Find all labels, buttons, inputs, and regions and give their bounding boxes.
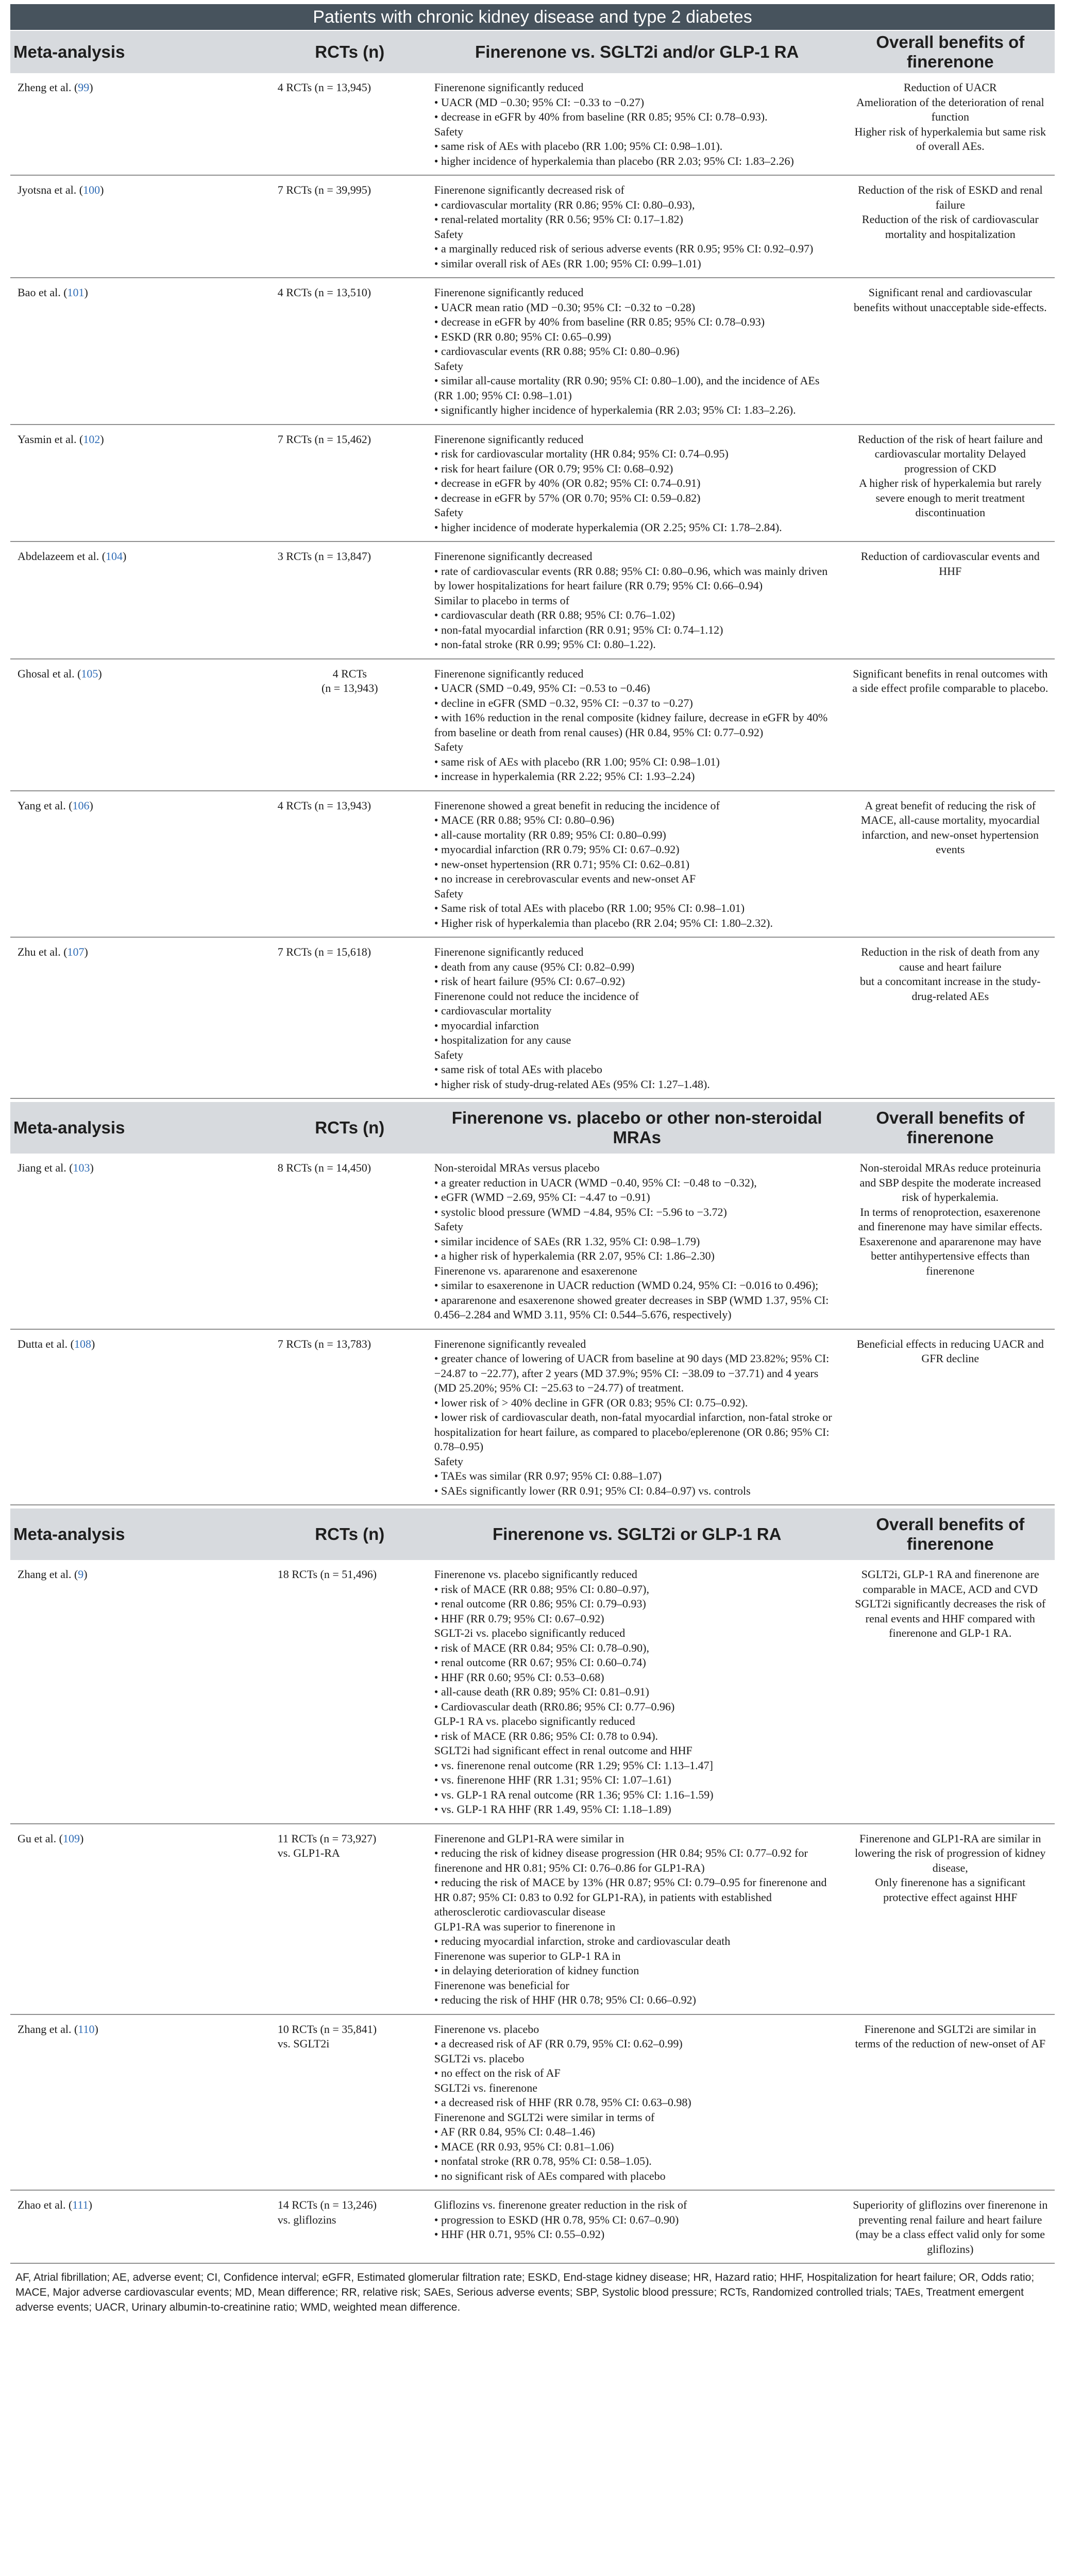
result-line: • lower risk of > 40% decline in GFR (OR 0.83; 95% CI: 0.75–0.92). [434,1396,748,1409]
benefit-line: Amelioration of the deterioration of renal function [856,95,1044,123]
result-line: • eGFR (WMD −2.69, 95% CI: −4.47 to −0.91) [434,1191,650,1204]
reference-link[interactable]: 100 [83,183,100,196]
benefits-cell [846,1330,1055,1505]
rct-count: vs. gliflozins [277,2213,336,2226]
result-line: • no significant risk of AEs compared with placebo [434,2169,666,2182]
rct-count: 4 RCTs (n = 13,945) [277,81,371,94]
benefit-line: Higher risk of hyperkalemia but same risk of overall AEs. [854,125,1046,152]
rct-cell [272,2015,428,2190]
results-cell [428,1154,846,1329]
result-line: Finerenone vs. placebo significantly reduced [434,1568,637,1581]
rct-count: 7 RCTs (n = 39,995) [277,183,371,196]
result-line: • reducing the risk of MACE by 13% (HR 0.87; 95% CI: 0.79–0.95 for finerenone and HR 0.87; 95% CI: 0.83 to 0.92 for GLP1-RA), in patients with established atherosclerotic cardiovascular disease [434,1876,827,1918]
column-header: Finerenone vs. SGLT2i and/or GLP-1 RA [475,42,799,61]
study-name: Zheng et al. ( [18,81,78,94]
result-line: • HHF (RR 0.60; 95% CI: 0.53–0.68) [434,1670,604,1684]
table-body [10,30,1055,2264]
rct-count: 14 RCTs (n = 13,246) [277,2198,377,2211]
benefit-line: Beneficial effects in reducing UACR and GFR decline [856,1337,1044,1365]
study-cell [10,1824,272,2014]
result-line: • decrease in eGFR by 40% from baseline (RR 0.85; 95% CI: 0.78–0.93). [434,110,768,123]
study-cell [10,1560,272,1823]
benefit-line: In terms of renoprotection, esaxerenone and finerenone may have similar effects. [858,1205,1043,1233]
study-name: Gu et al. ( [18,1832,63,1845]
reference-link[interactable]: 102 [83,432,100,446]
study-name: Zhu et al. ( [18,945,67,958]
rct-count: (n = 13,943) [321,682,378,694]
result-line: • a marginally reduced risk of serious adverse events (RR 0.95; 95% CI: 0.92–0.97) [434,242,814,255]
benefits-cell [846,1560,1055,1823]
study-name-close: ) [83,1568,88,1581]
study-name: Yasmin et al. ( [18,432,83,446]
reference-link[interactable]: 103 [73,1161,90,1174]
reference-link[interactable]: 108 [74,1337,91,1350]
study-name-close: ) [123,550,127,563]
result-line: Non-steroidal MRAs versus placebo [434,1161,600,1174]
reference-link[interactable]: 101 [67,286,84,299]
table-row [10,2015,1055,2191]
result-line: • vs. finerenone renal outcome (RR 1.29; 95% CI: 1.13–1.47] [434,1758,713,1772]
result-line: • rate of cardiovascular events (RR 0.88; 95% CI: 0.80–0.96, which was mainly driven by lower hospitalizations for heart failure (RR 0.79; 95% CI: 0.66–0.94) [434,564,828,592]
result-line: • vs. finerenone HHF (RR 1.31; 95% CI: 1.07–1.61) [434,1773,671,1786]
rct-count: 10 RCTs (n = 35,841) [277,2022,377,2036]
reference-link[interactable]: 109 [62,1832,80,1845]
study-name-close: ) [79,1832,84,1845]
study-cell [10,2191,272,2263]
result-line: Safety [434,227,463,241]
study-name-close: ) [94,2022,98,2036]
result-line: • similar to esaxerenone in UACR reduction (WMD 0.24, 95% CI: −0.016 to 0.496); [434,1279,819,1292]
benefit-line: A higher risk of hyperkalemia but rarely severe enough to merit treatment discontinuation [859,477,1042,519]
result-line: • all-cause death (RR 0.89; 95% CI: 0.81–0.91) [434,1685,649,1698]
table-row [10,1560,1055,1824]
section-header [10,1101,1055,1154]
rct-count: 4 RCTs [332,667,367,680]
result-line: • AF (RR 0.84, 95% CI: 0.48–1.46) [434,2125,595,2138]
study-name-close: ) [91,1337,95,1350]
study-name: Zhang et al. ( [18,2022,78,2036]
study-name-close: ) [84,286,88,299]
result-line: • a higher risk of hyperkalemia (RR 2.07, 95% CI: 1.86–2.30) [434,1249,715,1262]
study-name: Dutta et al. ( [18,1337,74,1350]
result-line: Safety [434,1048,463,1061]
rct-count: 4 RCTs (n = 13,510) [277,286,371,299]
results-cell [428,73,846,175]
result-line: • with 16% reduction in the renal composite (kidney failure, decrease in eGFR by 40% from baseline or death from renal causes) (HR 0.84, 95% CI: 0.77–0.92) [434,711,828,739]
result-line: • a decreased risk of HHF (RR 0.78, 95% CI: 0.63–0.98) [434,2096,691,2109]
results-cell [428,1330,846,1505]
column-header: Meta-analysis [13,1118,125,1137]
result-line: • new-onset hypertension (RR 0.71; 95% CI: 0.62–0.81) [434,857,690,871]
result-line: • risk for heart failure (OR 0.79; 95% CI: 0.68–0.92) [434,462,673,475]
rct-cell [272,176,428,277]
column-header: Meta-analysis [13,1524,125,1544]
result-line: • in delaying deterioration of kidney function [434,1964,639,1977]
result-line: Safety [434,359,463,372]
benefit-line: Significant benefits in renal outcomes with a side effect profile comparable to placebo. [852,667,1049,694]
result-line: Finerenone could not reduce the incidence of [434,989,639,1003]
reference-link[interactable]: 111 [72,2198,89,2211]
study-name: Abdelazeem et al. ( [18,550,106,563]
table-row [10,659,1055,791]
result-line: • renal-related mortality (RR 0.56; 95% CI: 0.17–1.82) [434,213,683,226]
result-line: • same risk of AEs with placebo (RR 1.00; 95% CI: 0.98–1.01) [434,755,720,768]
results-cell [428,659,846,790]
benefits-cell [846,542,1055,658]
benefits-cell [846,659,1055,790]
result-line: • UACR (MD −0.30; 95% CI: −0.33 to −0.27) [434,95,645,109]
results-cell [428,1560,846,1823]
result-line: • similar overall risk of AEs (RR 1.00; 95% CI: 0.99–1.01) [434,257,701,270]
result-line: • higher incidence of hyperkalemia than placebo (RR 2.03; 95% CI: 1.83–2.26) [434,154,794,167]
benefits-cell [846,425,1055,541]
section-header [10,1507,1055,1560]
table-row [10,542,1055,659]
result-line: Finerenone vs. apararenone and esaxerenone [434,1264,637,1277]
result-line: Finerenone significantly decreased [434,550,593,563]
result-line: • UACR (SMD −0.49, 95% CI: −0.53 to −0.46) [434,682,650,694]
column-header: Finerenone vs. placebo or other non-steroidal MRAs [451,1108,822,1147]
result-line: • decrease in eGFR by 57% (OR 0.70; 95% CI: 0.59–0.82) [434,491,701,504]
result-line: • cardiovascular mortality [434,1004,552,1017]
study-name: Jiang et al. ( [18,1161,73,1174]
table-row [10,938,1055,1099]
result-line: • reducing the risk of HHF (HR 0.78; 95% CI: 0.66–0.92) [434,1993,696,2006]
result-line: Finerenone significantly reduced [434,667,584,680]
study-name-close: ) [89,799,93,812]
benefit-line: Finerenone and GLP1-RA are similar in lowering the risk of progression of kidney disease, [855,1832,1046,1874]
rct-count: 4 RCTs (n = 13,943) [277,799,371,812]
study-name: Ghosal et al. ( [18,667,81,680]
result-line: Safety [434,1220,463,1233]
table-title: Patients with chronic kidney disease and type 2 diabetes [10,4,1055,30]
column-header: RCTs (n) [315,42,385,61]
table-row [10,1330,1055,1506]
table-footnote: AF, Atrial fibrillation; AE, adverse event; CI, Confidence interval; eGFR, Estimated glomerular filtration rate; ESKD, End-stage kidney disease; HR, Hazard ratio; HHF, Hospitalization for heart failure; OR, Odds ratio; MACE, Major adverse cardiovascular events; MD, Mean difference; RR, relative risk; SAEs, Serious adverse events; SBP, Systolic blood pressure; RCTs, Randomized controlled trials; TAEs, Treatment emergent adverse events; UACR, Urinary albumin-to-creatinine ratio; WMD, weighted mean difference. [15,2272,1035,2313]
study-name-close: ) [90,1161,94,1174]
result-line: • higher risk of study-drug-related AEs (95% CI: 1.27–1.48). [434,1077,710,1091]
result-line: • renal outcome (RR 0.86; 95% CI: 0.79–0.93) [434,1597,646,1610]
rct-count: vs. GLP1-RA [277,1846,340,1859]
benefits-cell [846,278,1055,424]
table-row [10,73,1055,176]
study-cell [10,1330,272,1505]
table-row [10,1154,1055,1330]
result-line: • increase in hyperkalemia (RR 2.22; 95% CI: 1.93–2.24) [434,770,695,783]
result-line: SGLT2i had significant effect in renal outcome and HHF [434,1744,692,1757]
study-name-close: ) [84,945,88,958]
result-line: • myocardial infarction (RR 0.79; 95% CI: 0.67–0.92) [434,843,680,856]
study-name-close: ) [100,432,104,446]
benefits-cell [846,2015,1055,2190]
result-line: Finerenone showed a great benefit in reducing the incidence of [434,799,720,812]
benefit-line: Significant renal and cardiovascular benefits without unacceptable side-effects. [853,286,1047,314]
result-line: SGLT-2i vs. placebo significantly reduced [434,1626,626,1639]
study-cell [10,659,272,790]
benefit-line: Reduction of the risk of cardiovascular mortality and hospitalization [861,213,1039,241]
result-line: • HHF (RR 0.79; 95% CI: 0.67–0.92) [434,1612,604,1625]
result-line: Finerenone significantly reduced [434,945,584,958]
rct-cell [272,278,428,424]
result-line: • reducing myocardial infarction, stroke and cardiovascular death [434,1935,731,1947]
result-line: Finerenone significantly reduced [434,286,584,299]
result-line: Finerenone significantly decreased risk of [434,183,624,196]
result-line: • risk of MACE (RR 0.88; 95% CI: 0.80–0.97), [434,1582,649,1596]
rct-count: 7 RCTs (n = 15,618) [277,945,371,958]
table-row [10,2191,1055,2264]
result-line: GLP-1 RA vs. placebo significantly reduced [434,1715,635,1727]
result-line: • no effect on the risk of AF [434,2066,561,2079]
column-header: RCTs (n) [315,1118,385,1137]
benefits-cell [846,791,1055,937]
result-line: • Same risk of total AEs with placebo (RR 1.00; 95% CI: 0.98–1.01) [434,902,745,914]
result-line: • SAEs significantly lower (RR 0.91; 95% CI: 0.84–0.97) vs. controls [434,1484,751,1497]
benefits-cell [846,176,1055,277]
column-header: Overall benefits of finerenone [876,32,1025,71]
rct-count: 7 RCTs (n = 15,462) [277,432,371,446]
study-name: Jyotsna et al. ( [18,183,83,196]
result-line: Gliflozins vs. finerenone greater reduction in the risk of [434,2198,687,2211]
result-line: • Higher risk of hyperkalemia than placebo (RR 2.04; 95% CI: 1.80–2.32). [434,916,773,929]
study-cell [10,425,272,541]
result-line: • no increase in cerebrovascular events and new-onset AF [434,872,696,885]
benefit-line: Esaxerenone and apararenone may have better antihypertensive effects than finerenone [859,1234,1041,1277]
results-cell [428,1824,846,2014]
benefits-cell [846,2191,1055,2263]
rct-count: 11 RCTs (n = 73,927) [277,1832,377,1845]
result-line: • death from any cause (95% CI: 0.82–0.99) [434,960,635,973]
reference-link[interactable]: 110 [78,2022,95,2036]
rct-count: 8 RCTs (n = 14,450) [277,1161,371,1174]
rct-cell [272,1330,428,1505]
benefits-cell [846,73,1055,175]
result-line: • renal outcome (RR 0.67; 95% CI: 0.60–0.74) [434,1656,646,1669]
table-row [10,1824,1055,2015]
result-line: • reducing the risk of kidney disease progression (HR 0.84; 95% CI: 0.77–0.92 for finerenone and HR 0.81; 95% CI: 0.76–0.86 for GLP1-RA) [434,1846,808,1874]
result-line: • a decreased risk of AF (RR 0.79, 95% CI: 0.62–0.99) [434,2037,683,2050]
column-header: Overall benefits of finerenone [876,1515,1025,1553]
rct-cell [272,1560,428,1823]
column-header: RCTs (n) [315,1524,385,1544]
benefits-cell [846,938,1055,1098]
column-header: Finerenone vs. SGLT2i or GLP-1 RA [492,1524,782,1544]
result-line: SGLT2i vs. placebo [434,2052,525,2065]
result-line: Finerenone significantly reduced [434,81,584,94]
results-cell [428,542,846,658]
result-line: SGLT2i vs. finerenone [434,2081,538,2094]
result-line: • MACE (RR 0.93, 95% CI: 0.81–1.06) [434,2140,614,2153]
result-line: • ESKD (RR 0.80; 95% CI: 0.65–0.99) [434,330,611,343]
results-cell [428,791,846,937]
result-line: • hospitalization for any cause [434,1033,571,1046]
reference-link[interactable]: 104 [106,550,123,563]
table-row [10,176,1055,278]
reference-link[interactable]: 9 [78,1568,84,1581]
study-name: Yang et al. ( [18,799,73,812]
rct-cell [272,938,428,1098]
benefit-line: Reduction in the risk of death from any cause and heart failure [861,945,1040,973]
result-line: • decline in eGFR (SMD −0.32, 95% CI: −0.37 to −0.27) [434,696,693,709]
benefit-line: SGLT2i, GLP-1 RA and finerenone are comparable in MACE, ACD and CVD [861,1568,1039,1596]
result-line: Similar to placebo in terms of [434,594,569,607]
result-line: Finerenone was superior to GLP-1 RA in [434,1949,621,1962]
result-line: • same risk of AEs with placebo (RR 1.00; 95% CI: 0.98–1.01). [434,140,723,152]
result-line: • myocardial infarction [434,1019,539,1032]
study-name: Bao et al. ( [18,286,67,299]
result-line: • risk of MACE (RR 0.84; 95% CI: 0.78–0.90), [434,1641,649,1654]
result-line: • risk of heart failure (95% CI: 0.67–0.92) [434,975,625,988]
results-cell [428,278,846,424]
rct-count: 7 RCTs (n = 13,783) [277,1337,371,1350]
reference-link[interactable]: 107 [67,945,84,958]
result-line: • vs. GLP-1 RA HHF (RR 1.49, 95% CI: 1.18–1.89) [434,1803,671,1816]
benefit-line: Finerenone and SGLT2i are similar in terms of the reduction of new-onset of AF [855,2022,1046,2050]
result-line: • risk for cardiovascular mortality (HR 0.84; 95% CI: 0.74–0.95) [434,447,729,460]
result-line: • cardiovascular mortality (RR 0.86; 95% CI: 0.80–0.93), [434,198,695,211]
result-line: • HHF (HR 0.71, 95% CI: 0.55–0.92) [434,2228,605,2241]
result-line: GLP1-RA was superior to finerenone in [434,1920,616,1933]
study-cell [10,791,272,937]
rct-cell [272,73,428,175]
benefit-line: Reduction of cardiovascular events and HHF [860,550,1040,578]
result-line: Finerenone and GLP1-RA were similar in [434,1832,624,1845]
results-cell [428,176,846,277]
table-row [10,278,1055,425]
benefit-line: Superiority of gliflozins over finerenone in preventing renal failure and heart failure (may be a class effect valid only for some gliflozins) [853,2198,1048,2256]
result-line: • higher incidence of moderate hyperkalemia (OR 2.25; 95% CI: 1.78–2.84). [434,520,782,534]
result-line: • similar all-cause mortality (RR 0.90; 95% CI: 0.80–1.00), and the incidence of AEs (RR 1.00; 95% CI: 0.98–1.01) [434,374,820,402]
result-line: • greater chance of lowering of UACR from baseline at 90 days (MD 23.82%; 95% CI: −24.87 to −22.77), after 2 years (MD 37.9%; 95% CI: −38.09 to −37.71) and 4 years (MD 25.20%; 95% CI: −25.63 to −24.77) of treatment. [434,1352,830,1394]
result-line: • decrease in eGFR by 40% (OR 0.82; 95% CI: 0.74–0.91) [434,477,701,489]
benefit-line: Reduction of UACR [903,81,997,94]
study-cell [10,542,272,658]
reference-link[interactable]: 99 [78,81,90,94]
rct-count: 18 RCTs (n = 51,496) [277,1568,377,1581]
rct-cell [272,2191,428,2263]
results-cell [428,2191,846,2263]
study-name-close: ) [100,183,104,196]
study-name-close: ) [88,2198,92,2211]
result-line: • non-fatal myocardial infarction (RR 0.91; 95% CI: 0.74–1.12) [434,623,723,636]
rct-cell [272,791,428,937]
result-line: Finerenone significantly reduced [434,432,584,446]
result-line: • decrease in eGFR by 40% from baseline (RR 0.85; 95% CI: 0.78–0.93) [434,315,765,328]
rct-cell [272,1824,428,2014]
result-line: • UACR mean ratio (MD −0.30; 95% CI: −0.32 to −0.28) [434,300,696,314]
rct-count: 3 RCTs (n = 13,847) [277,550,371,563]
results-cell [428,2015,846,2190]
result-line: • MACE (RR 0.88; 95% CI: 0.80–0.96) [434,814,615,826]
result-line: Safety [434,506,463,519]
benefit-line: but a concomitant increase in the study-drug-related AEs [859,975,1041,1003]
benefit-line: Reduction of the risk of heart failure and cardiovascular mortality Delayed progression of CKD [857,432,1043,475]
result-line: Safety [434,1454,463,1468]
table-page [10,0,1055,2315]
benefit-line: Reduction of the risk of ESKD and renal failure [857,183,1043,211]
rct-count: vs. SGLT2i [277,2037,330,2050]
result-line: Finerenone and SGLT2i were similar in terms of [434,2110,655,2124]
result-line: • cardiovascular events (RR 0.88; 95% CI: 0.80–0.96) [434,345,680,358]
study-name: Zhang et al. ( [18,1568,78,1581]
rct-cell [272,425,428,541]
rct-cell [272,1154,428,1329]
results-cell [428,425,846,541]
study-cell [10,938,272,1098]
table-row [10,425,1055,543]
result-line: • same risk of total AEs with placebo [434,1063,602,1076]
benefits-cell [846,1824,1055,2014]
result-line: • risk of MACE (RR 0.86; 95% CI: 0.78 to 0.94). [434,1729,658,1742]
result-line: • similar incidence of SAEs (RR 1.32, 95% CI: 0.98–1.79) [434,1234,700,1248]
result-line: • Cardiovascular death (RR0.86; 95% CI: 0.77–0.96) [434,1700,675,1713]
result-line: • systolic blood pressure (WMD −4.84, 95% CI: −5.96 to −3.72) [434,1205,727,1218]
study-cell [10,278,272,424]
result-line: • apararenone and esaxerenone showed greater decreases in SBP (WMD 1.37, 95% CI: 0.456–2.284 and WMD 3.11, 95% CI: 0.544–5.676, respectively) [434,1293,829,1321]
result-line: Finerenone significantly revealed [434,1337,586,1350]
result-line: Finerenone vs. placebo [434,2022,539,2036]
result-line: • progression to ESKD (HR 0.78, 95% CI: 0.67–0.90) [434,2213,679,2226]
study-name: Zhao et al. ( [18,2198,73,2211]
results-cell [428,938,846,1098]
result-line: • non-fatal stroke (RR 0.99; 95% CI: 0.80–1.22). [434,638,656,651]
reference-link[interactable]: 105 [81,667,98,680]
benefit-line: A great benefit of reducing the risk of MACE, all-cause mortality, myocardial infarction, and new-onset hypertension events [860,799,1040,856]
result-line: • nonfatal stroke (RR 0.78, 95% CI: 0.58–1.05). [434,2155,652,2167]
rct-cell [272,659,428,790]
column-header: Overall benefits of finerenone [876,1108,1025,1147]
reference-link[interactable]: 106 [72,799,90,812]
result-line: Safety [434,740,463,753]
study-name-close: ) [98,667,102,680]
result-line: • significantly higher incidence of hyperkalemia (RR 2.03; 95% CI: 1.83–2.26). [434,403,796,416]
result-line: • a greater reduction in UACR (WMD −0.40, 95% CI: −0.48 to −0.32), [434,1176,757,1189]
result-line: • cardiovascular death (RR 0.88; 95% CI: 0.76–1.02) [434,608,675,621]
column-header: Meta-analysis [13,42,125,61]
rct-cell [272,542,428,658]
study-cell [10,73,272,175]
benefit-line: Only finerenone has a significant protective effect against HHF [875,1876,1026,1904]
study-name-close: ) [89,81,93,94]
table-row [10,791,1055,938]
study-cell [10,1154,272,1329]
study-cell [10,176,272,277]
result-line: • TAEs was similar (RR 0.97; 95% CI: 0.88–1.07) [434,1469,662,1482]
benefit-line: Non-steroidal MRAs reduce proteinuria and SBP despite the moderate increased risk of hyperkalemia. [859,1161,1041,1204]
section-header [10,30,1055,73]
result-line: Safety [434,125,463,138]
study-cell [10,2015,272,2190]
result-line: • lower risk of cardiovascular death, non-fatal myocardial infarction, non-fatal stroke or hospitalization for heart failure, as compared to placebo/eplerenone (OR 0.86; 95% CI: 0.78–0.95) [434,1411,832,1453]
benefit-line: SGLT2i significantly decreases the risk of renal events and HHF compared with finerenone and GLP-1 RA. [855,1597,1046,1639]
result-line: • vs. GLP-1 RA renal outcome (RR 1.36; 95% CI: 1.16–1.59) [434,1788,714,1801]
result-line: Safety [434,887,463,900]
result-line: Finerenone was beneficial for [434,1978,569,1992]
benefits-cell [846,1154,1055,1329]
result-line: • all-cause mortality (RR 0.89; 95% CI: 0.80–0.99) [434,828,666,841]
